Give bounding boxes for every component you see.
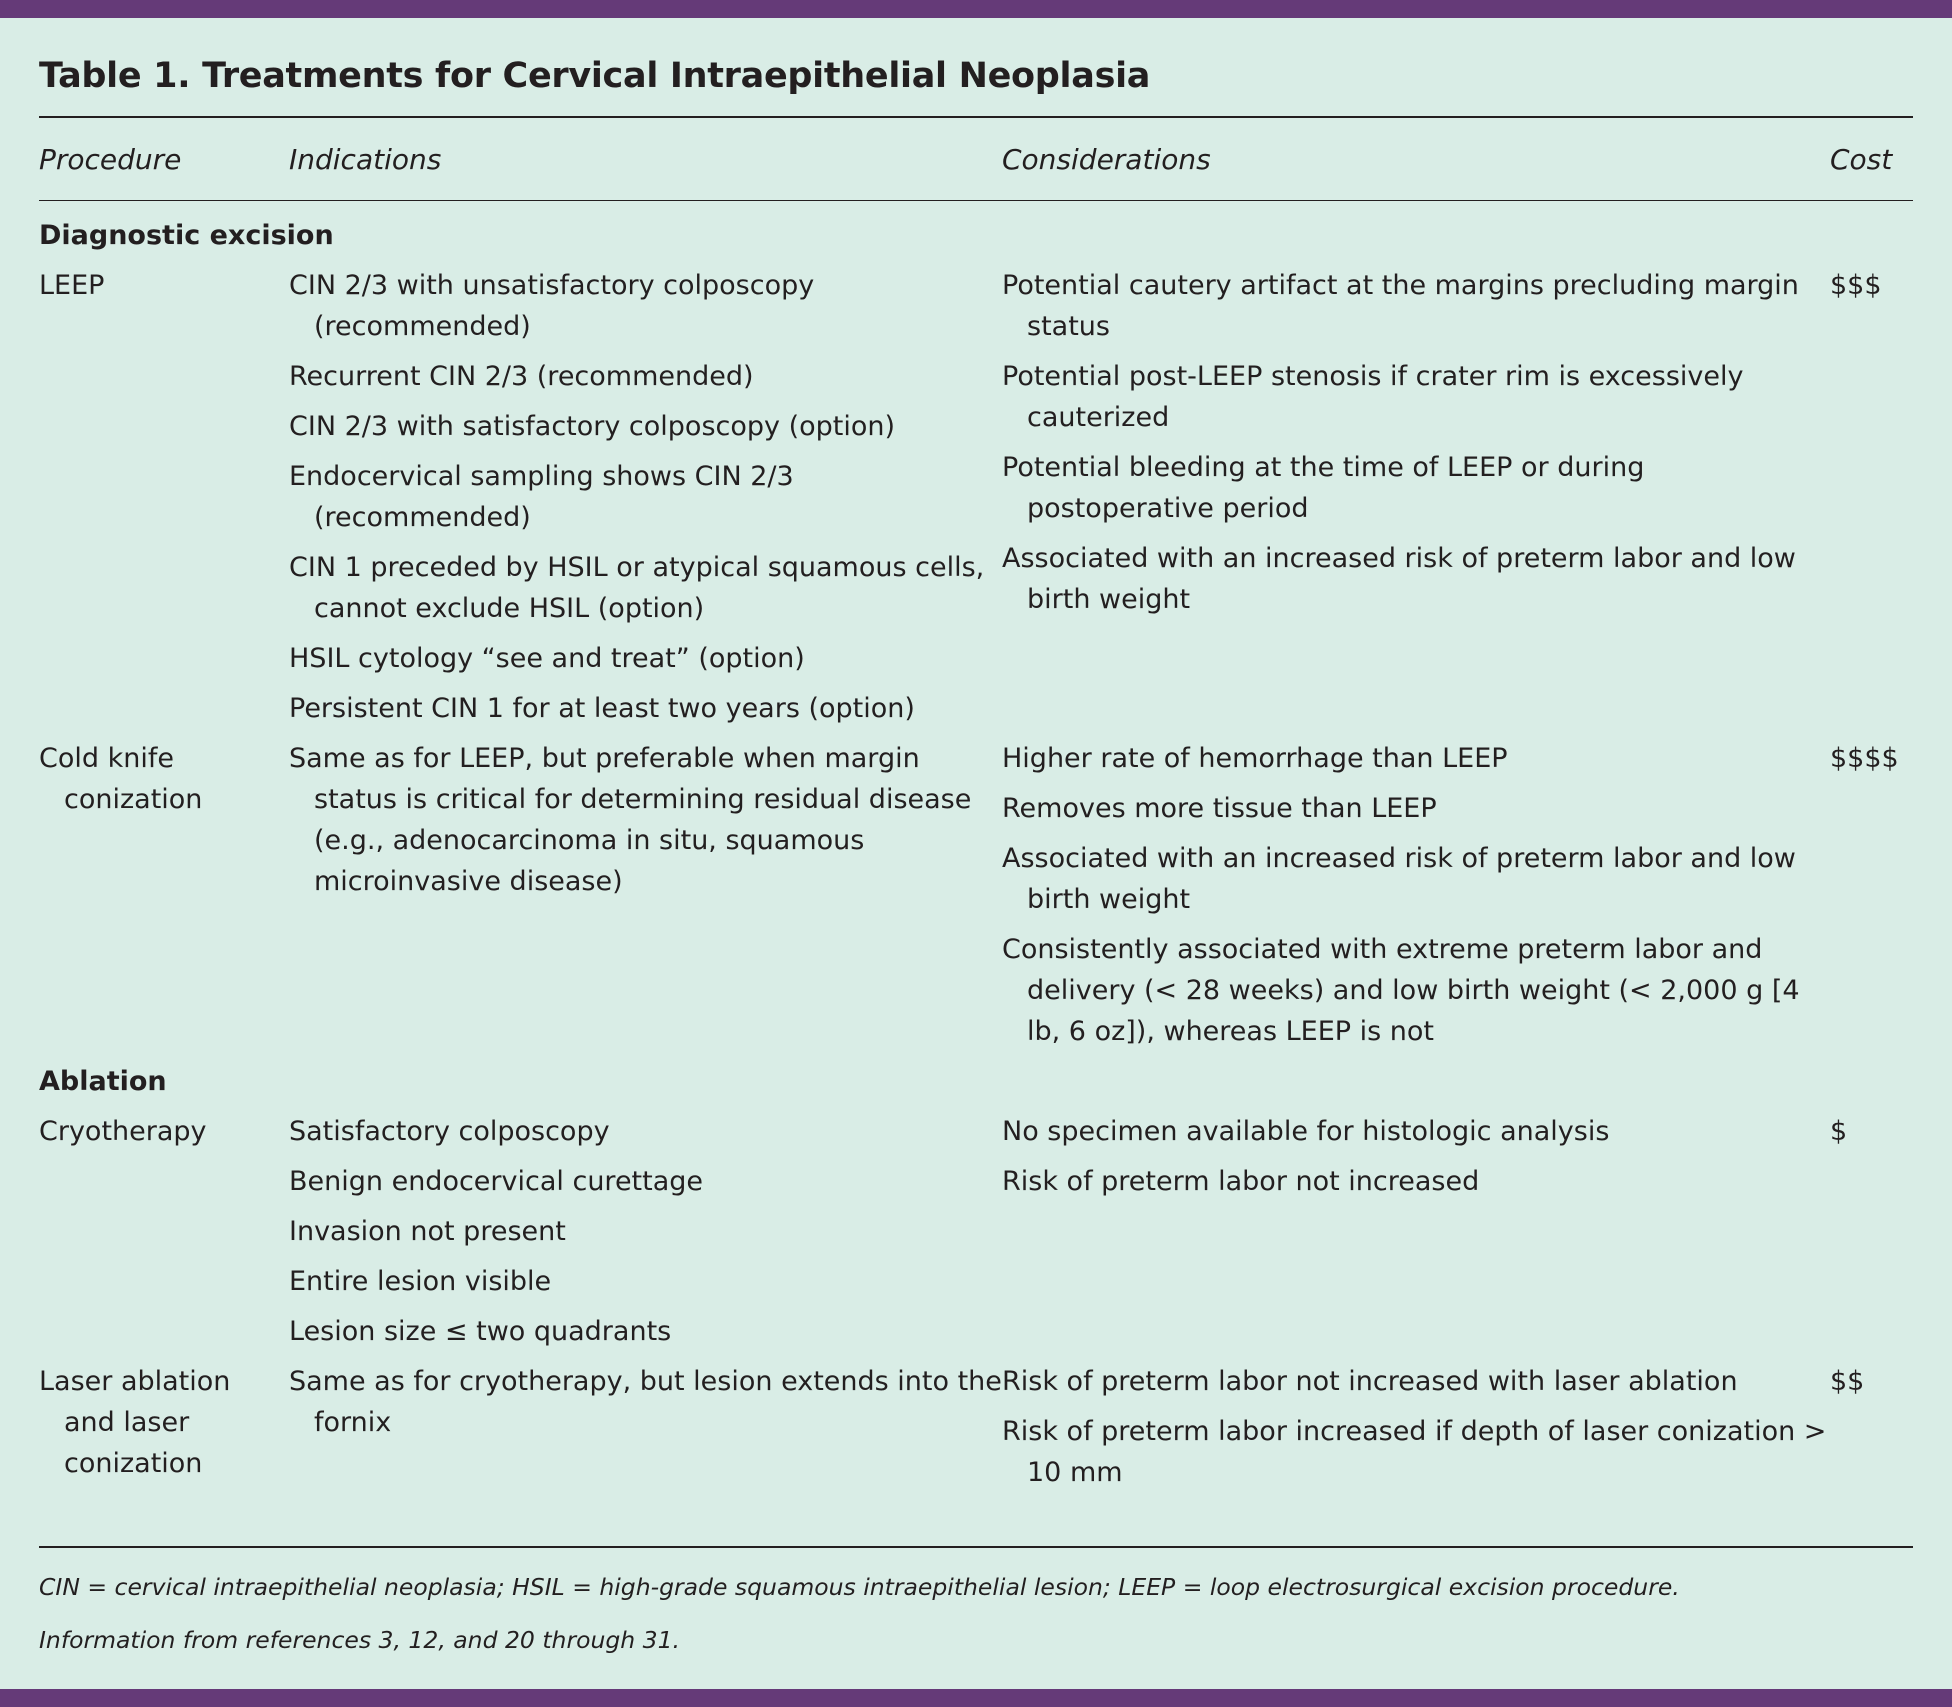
procedure-cell xyxy=(39,1111,289,1361)
cost-value: $ xyxy=(1830,1116,1848,1147)
consideration-item: Associated with an increased risk of preterm labor and low birth weight xyxy=(1002,843,1796,915)
consideration-item: Potential bleeding at the time of LEEP or during postoperative period xyxy=(1002,452,1645,524)
indication-item: Benign endocervical curettage xyxy=(289,1166,704,1197)
table-title: Table 1. Treatments for Cervical Intraepithelial Neoplasia xyxy=(39,56,1151,96)
considerations-cell xyxy=(1002,738,1830,1061)
indication-item: Satisfactory colposcopy xyxy=(289,1116,610,1147)
bottom-border xyxy=(0,1689,1952,1707)
cost-cell xyxy=(1830,1111,1913,1361)
header-procedure: Procedure xyxy=(39,142,182,176)
indications-cell xyxy=(289,265,1002,738)
consideration-item: Removes more tissue than LEEP xyxy=(1002,793,1437,824)
header-cost: Cost xyxy=(1830,142,1893,176)
considerations-cell xyxy=(1002,265,1830,738)
consideration-item: Risk of preterm labor not increased xyxy=(1002,1166,1480,1197)
table-body xyxy=(39,201,1913,1502)
indications-cell xyxy=(289,1111,1002,1361)
indication-item: Recurrent CIN 2/3 (recommended) xyxy=(289,361,754,392)
procedure-name: LEEP xyxy=(39,270,105,301)
cost-cell xyxy=(1830,1361,1913,1502)
header-considerations: Considerations xyxy=(1002,142,1211,176)
footnote-references: Information from references 3, 12, and 20 through 31. xyxy=(39,1626,681,1654)
indication-item: Lesion size ≤ two quadrants xyxy=(289,1316,672,1347)
considerations-cell xyxy=(1002,1111,1830,1361)
procedure-name: Cryotherapy xyxy=(39,1116,207,1147)
indication-item: Invasion not present xyxy=(289,1216,566,1247)
procedure-name: Cold knife conization xyxy=(39,743,203,815)
table-row xyxy=(39,1111,1913,1361)
indication-item: CIN 2/3 with satisfactory colposcopy (option) xyxy=(289,411,896,442)
procedure-name: Laser ablation and laser conization xyxy=(39,1366,231,1479)
section-heading: Diagnostic excision xyxy=(39,220,334,251)
header-indications: Indications xyxy=(289,142,442,176)
indications-cell xyxy=(289,738,1002,1061)
consideration-item: Risk of preterm labor increased if depth of laser conization > 10 mm xyxy=(1002,1416,1827,1488)
consideration-item: Associated with an increased risk of preterm labor and low birth weight xyxy=(1002,543,1796,615)
procedure-cell xyxy=(39,1361,289,1502)
footnote-abbreviations: CIN = cervical intraepithelial neoplasia; HSIL = high-grade squamous intraepithelial lesion; LEEP = loop electrosurgical excision procedure. xyxy=(39,1573,1680,1601)
consideration-item: Potential cautery artifact at the margins precluding margin status xyxy=(1002,270,1799,342)
indication-item: Persistent CIN 1 for at least two years (option) xyxy=(289,693,915,724)
indication-item: CIN 1 preceded by HSIL or atypical squamous cells, cannot exclude HSIL (option) xyxy=(289,552,985,624)
considerations-cell xyxy=(1002,1361,1830,1502)
consideration-item: No specimen available for histologic analysis xyxy=(1002,1116,1610,1147)
table-row xyxy=(39,1361,1913,1502)
cost-value: $$$ xyxy=(1830,270,1882,301)
consideration-item: Consistently associated with extreme preterm labor and delivery (< 28 weeks) and low birth weight (< 2,000 g [4 lb, 6 oz]), whereas LEEP is not xyxy=(1002,934,1800,1047)
consideration-item: Risk of preterm labor not increased with laser ablation xyxy=(1002,1366,1738,1397)
indication-item: HSIL cytology “see and treat” (option) xyxy=(289,643,805,674)
indication-item: CIN 2/3 with unsatisfactory colposcopy (recommended) xyxy=(289,270,815,342)
cost-cell xyxy=(1830,265,1913,738)
table-row xyxy=(39,738,1913,1061)
consideration-item: Higher rate of hemorrhage than LEEP xyxy=(1002,743,1508,774)
consideration-item: Potential post-LEEP stenosis if crater rim is excessively cauterized xyxy=(1002,361,1744,433)
bottom-rule xyxy=(39,1546,1913,1548)
procedure-cell xyxy=(39,265,289,738)
cost-cell xyxy=(1830,738,1913,1061)
table-row xyxy=(39,265,1913,738)
indication-item: Same as for LEEP, but preferable when margin status is critical for determining residual disease (e.g., adenocarcinoma in situ, squamous microinvasive disease) xyxy=(289,743,972,897)
section-heading: Ablation xyxy=(39,1066,167,1097)
top-border xyxy=(0,0,1952,18)
cost-value: $$ xyxy=(1830,1366,1865,1397)
indication-item: Same as for cryotherapy, but lesion extends into the fornix xyxy=(289,1366,1002,1438)
procedure-cell xyxy=(39,738,289,1061)
table-container xyxy=(39,18,1913,1502)
cost-value: $$$$ xyxy=(1830,743,1899,774)
indications-cell xyxy=(289,1361,1002,1502)
indication-item: Endocervical sampling shows CIN 2/3 (recommended) xyxy=(289,461,794,533)
indication-item: Entire lesion visible xyxy=(289,1266,552,1297)
header-row xyxy=(39,118,1913,200)
